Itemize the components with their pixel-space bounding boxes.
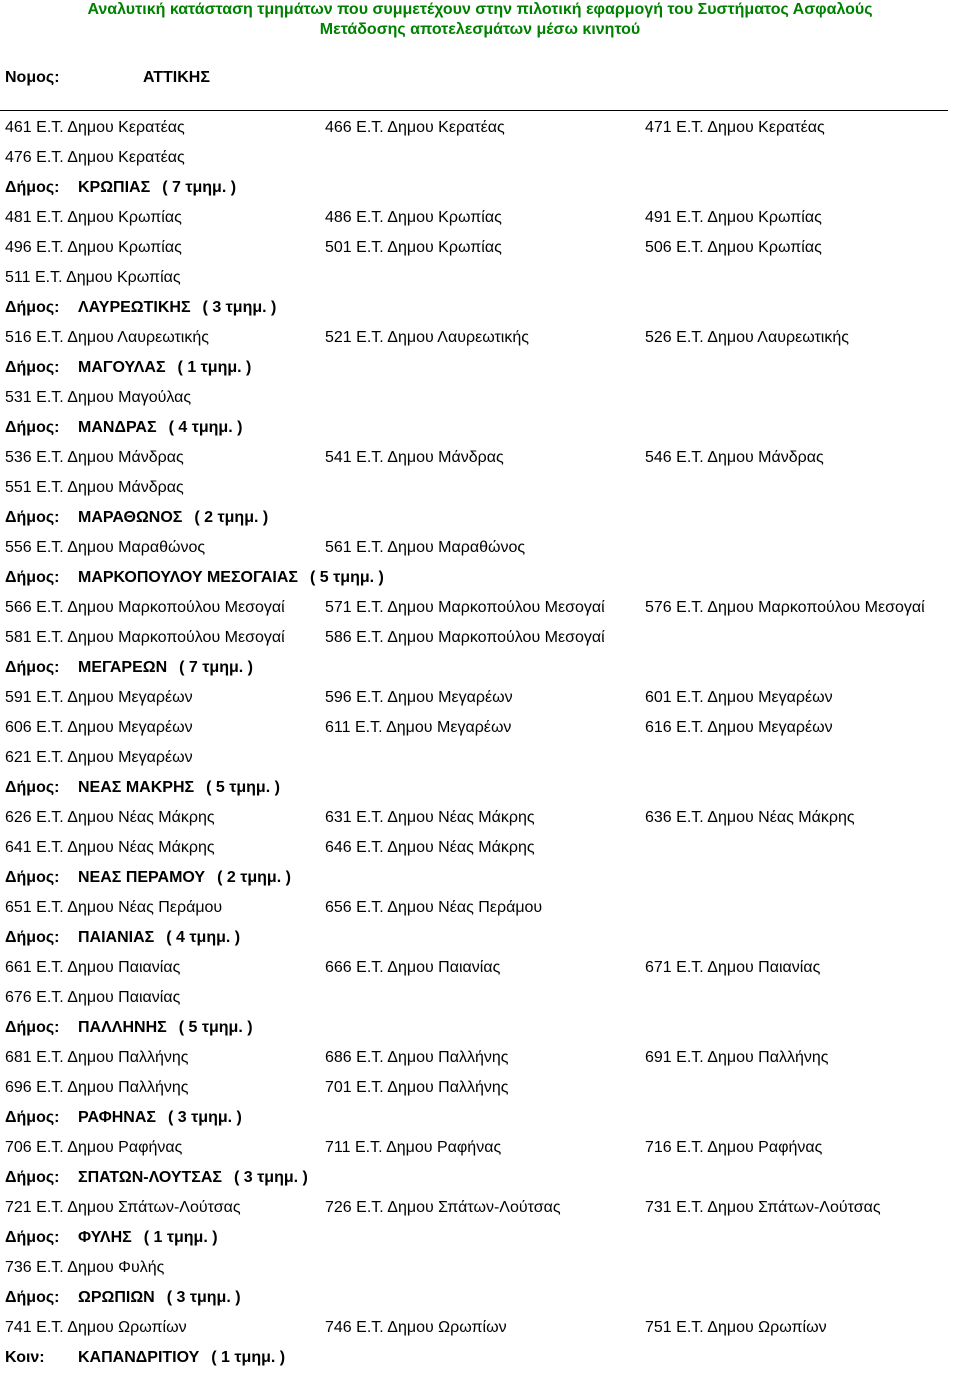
station-row <box>0 268 960 298</box>
municipality-header <box>0 418 960 448</box>
title-line-1: Αναλυτική κατάσταση τμημάτων που συμμετέχουν στην πιλοτική εφαρμογή του Συστήματος Ασφαλούς <box>87 1 873 18</box>
station-row <box>0 988 960 1018</box>
municipality-name: ΚΑΠΑΝΔΡΙΤΙΟΥ <box>78 1349 200 1366</box>
station-row <box>0 838 960 868</box>
polling-station-entry: 481 Ε.Τ. Δημου Κρωπίας <box>5 209 182 226</box>
polling-station-entry: 606 Ε.Τ. Δημου Μεγαρέων <box>5 719 193 736</box>
municipality-label: Δήμος: <box>5 359 60 376</box>
section-count: ( 3 τμημ. ) <box>166 1289 241 1306</box>
municipality-label: Δήμος: <box>5 869 60 886</box>
section-count: ( 4 τμημ. ) <box>168 419 243 436</box>
municipality-header <box>0 178 960 208</box>
polling-station-entry: 636 Ε.Τ. Δημου Νέας Μάκρης <box>645 809 855 826</box>
polling-station-entry: 546 Ε.Τ. Δημου Μάνδρας <box>645 449 824 466</box>
polling-station-entry: 686 Ε.Τ. Δημου Παλλήνης <box>325 1049 509 1066</box>
polling-station-entry: 501 Ε.Τ. Δημου Κρωπίας <box>325 239 502 256</box>
polling-station-entry: 476 Ε.Τ. Δημου Κερατέας <box>5 149 185 166</box>
municipality-label: Δήμος: <box>5 419 60 436</box>
municipality-name-line <box>78 1018 253 1038</box>
polling-station-entry: 611 Ε.Τ. Δημου Μεγαρέων <box>325 719 512 736</box>
polling-station-entry: 726 Ε.Τ. Δημου Σπάτων-Λούτσας <box>325 1199 561 1216</box>
municipality-header <box>0 358 960 388</box>
station-row <box>0 688 960 718</box>
municipality-header <box>0 1168 960 1198</box>
polling-station-entry: 596 Ε.Τ. Δημου Μεγαρέων <box>325 689 513 706</box>
station-row <box>0 1048 960 1078</box>
municipality-label: Δήμος: <box>5 179 60 196</box>
municipality-header <box>0 658 960 688</box>
polling-station-entry: 731 Ε.Τ. Δημου Σπάτων-Λούτσας <box>645 1199 881 1216</box>
polling-station-entry: 616 Ε.Τ. Δημου Μεγαρέων <box>645 719 833 736</box>
prefecture-value: ΑΤΤΙΚΗΣ <box>143 69 210 86</box>
station-row <box>0 628 960 658</box>
municipality-name-line <box>78 418 242 438</box>
station-row <box>0 238 960 268</box>
municipality-header <box>0 1108 960 1138</box>
municipality-name-line <box>78 1348 285 1368</box>
polling-station-entry: 531 Ε.Τ. Δημου Μαγούλας <box>5 389 192 406</box>
polling-station-entry: 676 Ε.Τ. Δημου Παιανίας <box>5 989 181 1006</box>
municipality-name-line <box>78 1168 308 1188</box>
municipality-name: ΝΕΑΣ ΠΕΡΑΜΟΥ <box>78 869 206 886</box>
polling-station-entry: 626 Ε.Τ. Δημου Νέας Μάκρης <box>5 809 215 826</box>
section-count: ( 2 τμημ. ) <box>217 869 291 886</box>
section-count: ( 5 τμημ. ) <box>310 569 384 586</box>
polling-station-entry: 661 Ε.Τ. Δημου Παιανίας <box>5 959 181 976</box>
prefecture-line <box>5 68 210 88</box>
municipality-name: ΩΡΩΠΙΩΝ <box>78 1289 155 1306</box>
section-count: ( 3 τμημ. ) <box>168 1109 242 1126</box>
municipality-label: Δήμος: <box>5 1019 60 1036</box>
station-row <box>0 148 960 178</box>
municipality-name: ΜΑΡΚΟΠΟΥΛΟΥ ΜΕΣΟΓΑΙΑΣ <box>78 569 299 586</box>
municipality-header <box>0 868 960 898</box>
polling-station-entry: 471 Ε.Τ. Δημου Κερατέας <box>645 119 825 136</box>
municipality-label: Δήμος: <box>5 1109 60 1126</box>
polling-station-entry: 491 Ε.Τ. Δημου Κρωπίας <box>645 209 822 226</box>
municipality-label: Δήμος: <box>5 1229 60 1246</box>
section-count: ( 1 τμημ. ) <box>143 1229 218 1246</box>
station-row <box>0 1078 960 1108</box>
polling-station-entry: 601 Ε.Τ. Δημου Μεγαρέων <box>645 689 833 706</box>
station-row <box>0 208 960 238</box>
station-row <box>0 598 960 628</box>
municipality-name-line <box>78 1288 241 1308</box>
municipality-header <box>0 508 960 538</box>
polling-station-entry: 716 Ε.Τ. Δημου Ραφήνας <box>645 1139 823 1156</box>
polling-station-entry: 696 Ε.Τ. Δημου Παλλήνης <box>5 1079 189 1096</box>
polling-station-entry: 521 Ε.Τ. Δημου Λαυρεωτικής <box>325 329 529 346</box>
polling-station-entry: 516 Ε.Τ. Δημου Λαυρεωτικής <box>5 329 209 346</box>
municipality-header <box>0 928 960 958</box>
polling-station-entry: 691 Ε.Τ. Δημου Παλλήνης <box>645 1049 829 1066</box>
municipality-name: ΣΠΑΤΩΝ-ΛΟΥΤΣΑΣ <box>78 1169 223 1186</box>
municipality-name-line <box>78 868 291 888</box>
polling-station-entry: 461 Ε.Τ. Δημου Κερατέας <box>5 119 185 136</box>
polling-station-entry: 526 Ε.Τ. Δημου Λαυρεωτικής <box>645 329 849 346</box>
polling-station-entry: 711 Ε.Τ. Δημου Ραφήνας <box>325 1139 502 1156</box>
station-row <box>0 478 960 508</box>
municipality-name-line <box>78 1228 218 1248</box>
municipality-header <box>0 1348 960 1378</box>
polling-station-entry: 701 Ε.Τ. Δημου Παλλήνης <box>325 1079 509 1096</box>
municipality-label: Δήμος: <box>5 779 60 796</box>
polling-station-entry: 741 Ε.Τ. Δημου Ωρωπίων <box>5 1319 187 1336</box>
municipality-header <box>0 1288 960 1318</box>
municipality-header <box>0 298 960 328</box>
municipality-name: ΝΕΑΣ ΜΑΚΡΗΣ <box>78 779 195 796</box>
station-row <box>0 1138 960 1168</box>
station-row <box>0 808 960 838</box>
municipality-label: Κοιν: <box>5 1349 45 1366</box>
polling-station-entry: 561 Ε.Τ. Δημου Μαραθώνος <box>325 539 526 556</box>
station-row <box>0 1198 960 1228</box>
polling-station-entry: 496 Ε.Τ. Δημου Κρωπίας <box>5 239 182 256</box>
municipality-name: ΛΑΥΡΕΩΤΙΚΗΣ <box>78 299 191 316</box>
municipality-header <box>0 568 960 598</box>
municipality-name: ΜΑΝΔΡΑΣ <box>78 419 157 436</box>
station-row <box>0 748 960 778</box>
polling-station-entry: 721 Ε.Τ. Δημου Σπάτων-Λούτσας <box>5 1199 241 1216</box>
polling-station-entry: 641 Ε.Τ. Δημου Νέας Μάκρης <box>5 839 215 856</box>
municipality-name-line <box>78 928 240 948</box>
municipality-name-line <box>78 358 251 378</box>
header-divider <box>0 110 948 111</box>
station-row <box>0 1318 960 1348</box>
municipality-label: Δήμος: <box>5 1289 60 1306</box>
municipality-name-line <box>78 778 280 798</box>
section-count: ( 3 τμημ. ) <box>234 1169 308 1186</box>
municipality-label: Δήμος: <box>5 659 60 676</box>
section-count: ( 3 τμημ. ) <box>202 299 277 316</box>
station-row <box>0 1258 960 1288</box>
polling-station-entry: 591 Ε.Τ. Δημου Μεγαρέων <box>5 689 193 706</box>
municipality-label: Δήμος: <box>5 509 60 526</box>
municipality-name-line <box>78 508 268 528</box>
polling-station-entry: 751 Ε.Τ. Δημου Ωρωπίων <box>645 1319 827 1336</box>
municipality-name-line <box>78 658 253 678</box>
polling-station-entry: 621 Ε.Τ. Δημου Μεγαρέων <box>5 749 193 766</box>
municipality-name: ΚΡΩΠΙΑΣ <box>78 179 151 196</box>
municipality-name: ΜΕΓΑΡΕΩΝ <box>78 659 168 676</box>
municipality-name: ΡΑΦΗΝΑΣ <box>78 1109 157 1126</box>
polling-station-entry: 631 Ε.Τ. Δημου Νέας Μάκρης <box>325 809 535 826</box>
station-row <box>0 898 960 928</box>
section-count: ( 2 τμημ. ) <box>194 509 269 526</box>
polling-station-entry: 736 Ε.Τ. Δημου Φυλής <box>5 1259 165 1276</box>
section-count: ( 1 τμημ. ) <box>211 1349 286 1366</box>
municipality-label: Δήμος: <box>5 1169 60 1186</box>
municipality-header <box>0 1228 960 1258</box>
municipality-name-line <box>78 298 276 318</box>
municipality-header <box>0 778 960 808</box>
municipality-name: ΠΑΙΑΝΙΑΣ <box>78 929 155 946</box>
municipality-name-line <box>78 568 384 588</box>
station-row <box>0 958 960 988</box>
section-count: ( 4 τμημ. ) <box>166 929 241 946</box>
polling-station-entry: 681 Ε.Τ. Δημου Παλλήνης <box>5 1049 189 1066</box>
station-row <box>0 448 960 478</box>
polling-station-entry: 651 Ε.Τ. Δημου Νέας Περάμου <box>5 899 223 916</box>
document-title <box>0 0 960 40</box>
section-count: ( 7 τμημ. ) <box>162 179 237 196</box>
polling-station-entry: 536 Ε.Τ. Δημου Μάνδρας <box>5 449 184 466</box>
polling-station-entry: 571 Ε.Τ. Δημου Μαρκοπούλου Μεσογαί <box>325 599 605 616</box>
municipality-label: Δήμος: <box>5 929 60 946</box>
municipality-name: ΜΑΓΟΥΛΑΣ <box>78 359 166 376</box>
polling-station-entry: 706 Ε.Τ. Δημου Ραφήνας <box>5 1139 183 1156</box>
section-count: ( 5 τμημ. ) <box>206 779 280 796</box>
polling-station-entry: 746 Ε.Τ. Δημου Ωρωπίων <box>325 1319 507 1336</box>
polling-station-entry: 466 Ε.Τ. Δημου Κερατέας <box>325 119 505 136</box>
municipality-label: Δήμος: <box>5 569 60 586</box>
municipality-name: ΠΑΛΛΗΝΗΣ <box>78 1019 167 1036</box>
polling-station-entry: 586 Ε.Τ. Δημου Μαρκοπούλου Μεσογαί <box>325 629 605 646</box>
municipality-name: ΜΑΡΑΘΩΝΟΣ <box>78 509 183 526</box>
station-row <box>0 718 960 748</box>
station-row <box>0 118 960 148</box>
municipality-label: Δήμος: <box>5 299 60 316</box>
municipality-name: ΦΥΛΗΣ <box>78 1229 132 1246</box>
polling-station-entry: 646 Ε.Τ. Δημου Νέας Μάκρης <box>325 839 535 856</box>
polling-station-entry: 541 Ε.Τ. Δημου Μάνδρας <box>325 449 504 466</box>
polling-station-list <box>0 118 960 1378</box>
station-row <box>0 328 960 358</box>
polling-station-entry: 566 Ε.Τ. Δημου Μαρκοπούλου Μεσογαί <box>5 599 285 616</box>
section-count: ( 5 τμημ. ) <box>178 1019 253 1036</box>
polling-station-entry: 486 Ε.Τ. Δημου Κρωπίας <box>325 209 502 226</box>
polling-station-entry: 581 Ε.Τ. Δημου Μαρκοπούλου Μεσογαί <box>5 629 285 646</box>
polling-station-entry: 671 Ε.Τ. Δημου Παιανίας <box>645 959 821 976</box>
polling-station-entry: 666 Ε.Τ. Δημου Παιανίας <box>325 959 501 976</box>
title-line-2: Μετάδοσης αποτελεσμάτων μέσω κινητού <box>319 21 641 38</box>
municipality-name-line <box>78 178 236 198</box>
municipality-name-line <box>78 1108 242 1128</box>
polling-station-entry: 551 Ε.Τ. Δημου Μάνδρας <box>5 479 184 496</box>
polling-station-entry: 556 Ε.Τ. Δημου Μαραθώνος <box>5 539 206 556</box>
station-row <box>0 388 960 418</box>
prefecture-label: Νομος: <box>5 69 60 86</box>
polling-station-entry: 576 Ε.Τ. Δημου Μαρκοπούλου Μεσογαί <box>645 599 925 616</box>
polling-station-entry: 506 Ε.Τ. Δημου Κρωπίας <box>645 239 822 256</box>
municipality-header <box>0 1018 960 1048</box>
polling-station-entry: 656 Ε.Τ. Δημου Νέας Περάμου <box>325 899 543 916</box>
station-row <box>0 538 960 568</box>
section-count: ( 7 τμημ. ) <box>179 659 253 676</box>
polling-station-entry: 511 Ε.Τ. Δημου Κρωπίας <box>5 269 181 286</box>
section-count: ( 1 τμημ. ) <box>177 359 252 376</box>
